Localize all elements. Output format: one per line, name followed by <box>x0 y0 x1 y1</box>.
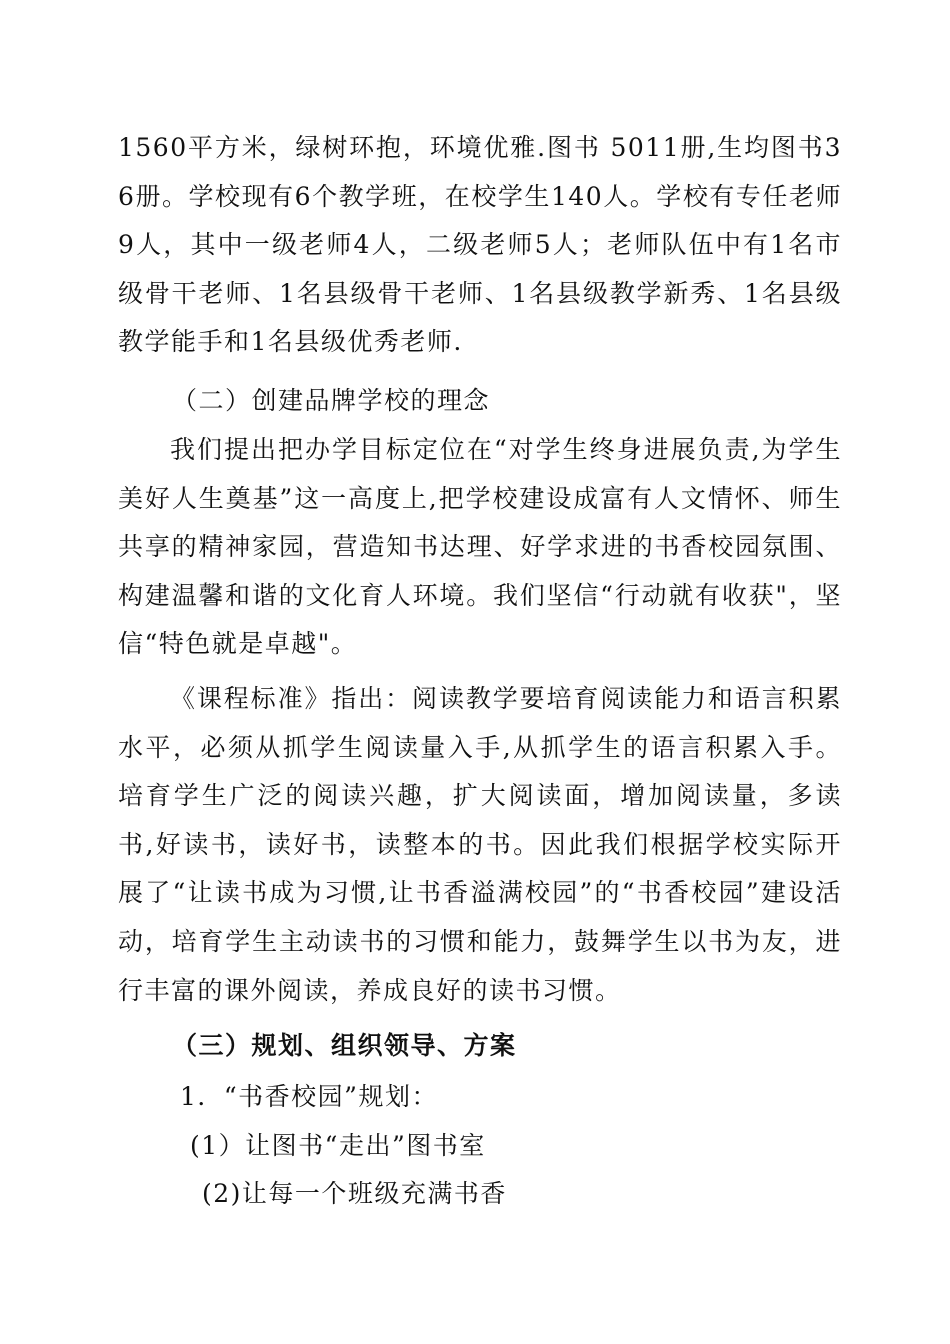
intro-paragraph: 1560平方米，绿树环抱，环境优雅.图书 5011册,生均图书36册。学校现有6个教学班，在校学生140人。学校有专任老师9人，其中一级老师4人，二级老师5人；老师队伍中有1名市级骨干老师、1名县级骨干老师、1名县级教学新秀、1名县级教学能手和1名县级优秀老师. <box>118 133 842 357</box>
section-3-heading: （三）规划、组织领导、方案 <box>172 1031 517 1060</box>
section-2-heading: （二）创建品牌学校的理念 <box>172 386 491 415</box>
section-2-paragraph-1: 我们提出把办学目标定位在“对学生终身进展负责,为学生美好人生奠基”这一高度上,把学校建设成富有人文情怀、师生共享的精神家园，营造知书达理、好学求进的书香校园氛围、构建温馨和谐的文化育人环境。我们坚信“行动就有收获"，坚信“特色就是卓越"。 <box>118 435 842 659</box>
sub-item-2: (2)让每一个班级充满书香 <box>202 1179 507 1208</box>
section-2-paragraph-2: 《课程标准》指出：阅读教学要培育阅读能力和语言积累水平，必须从抓学生阅读量入手,从抓学生的语言积累入手。培育学生广泛的阅读兴趣，扩大阅读面，增加阅读量，多读书,好读书，读好书，读整本的书。因此我们根据学校实际开展了“让读书成为习惯,让书香溢满校园”的“书香校园”建设活动，培育学生主动读书的习惯和能力，鼓舞学生以书为友，进行丰富的课外阅读，养成良好的读书习惯。 <box>118 684 842 1005</box>
sub-item-1: (1）让图书“走出”图书室 <box>190 1131 486 1160</box>
list-item-1: 1．“书香校园”规划： <box>180 1082 438 1111</box>
